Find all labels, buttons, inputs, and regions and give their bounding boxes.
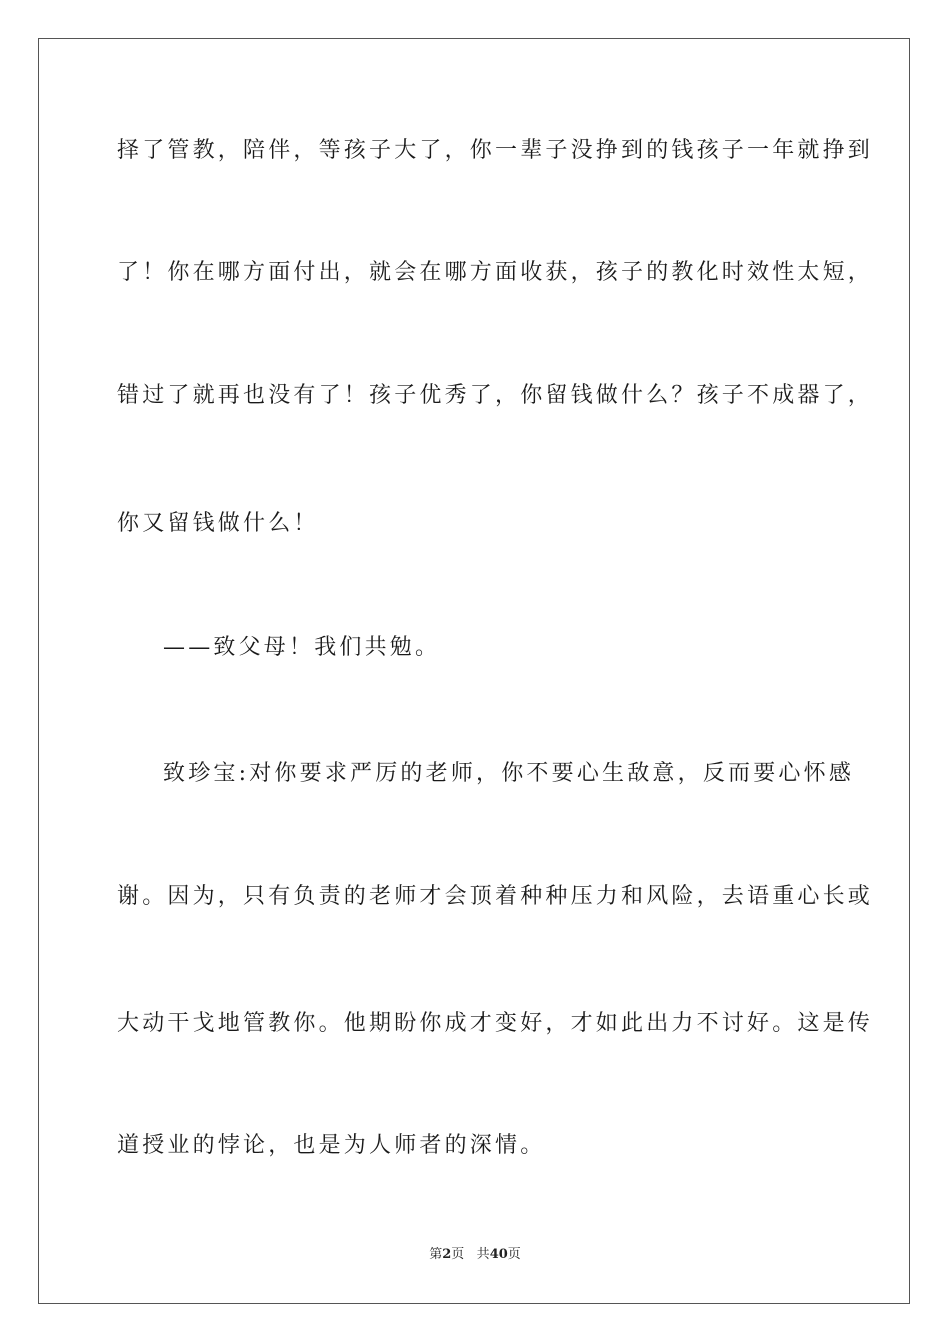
text-line: 谢。因为，只有负责的老师才会顶着种种压力和风险，去语重心长或 xyxy=(117,884,874,909)
text-line: 错过了就再也没有了！孩子优秀了，你留钱做什么？孩子不成器了， xyxy=(117,383,874,408)
text-line: 大动干戈地管教你。他期盼你成才变好，才如此出力不讨好。这是传 xyxy=(117,1011,874,1036)
page-border xyxy=(38,38,910,1304)
page-footer xyxy=(0,1246,950,1264)
text-line: 了！你在哪方面付出，就会在哪方面收获，孩子的教化时效性太短， xyxy=(117,260,874,285)
page-label-prefix: 第 xyxy=(429,1247,443,1262)
text-line: 道授业的悖论，也是为人师者的深情。 xyxy=(117,1133,546,1158)
total-pages: 40 xyxy=(489,1247,508,1262)
page-label-suffix: 页 xyxy=(451,1247,465,1262)
closing-line: ——致父母！我们共勉。 xyxy=(163,635,441,660)
text-line: 致珍宝:对你要求严厉的老师，你不要心生敌意，反而要心怀感 xyxy=(163,761,855,786)
total-label-suffix: 页 xyxy=(507,1247,521,1262)
text-line: 你又留钱做什么！ xyxy=(117,511,319,536)
page-number: 2 xyxy=(442,1247,452,1262)
text-line: 择了管教，陪伴，等孩子大了，你一辈子没挣到的钱孩子一年就挣到 xyxy=(117,138,874,163)
total-label-prefix: 共 xyxy=(476,1247,490,1262)
